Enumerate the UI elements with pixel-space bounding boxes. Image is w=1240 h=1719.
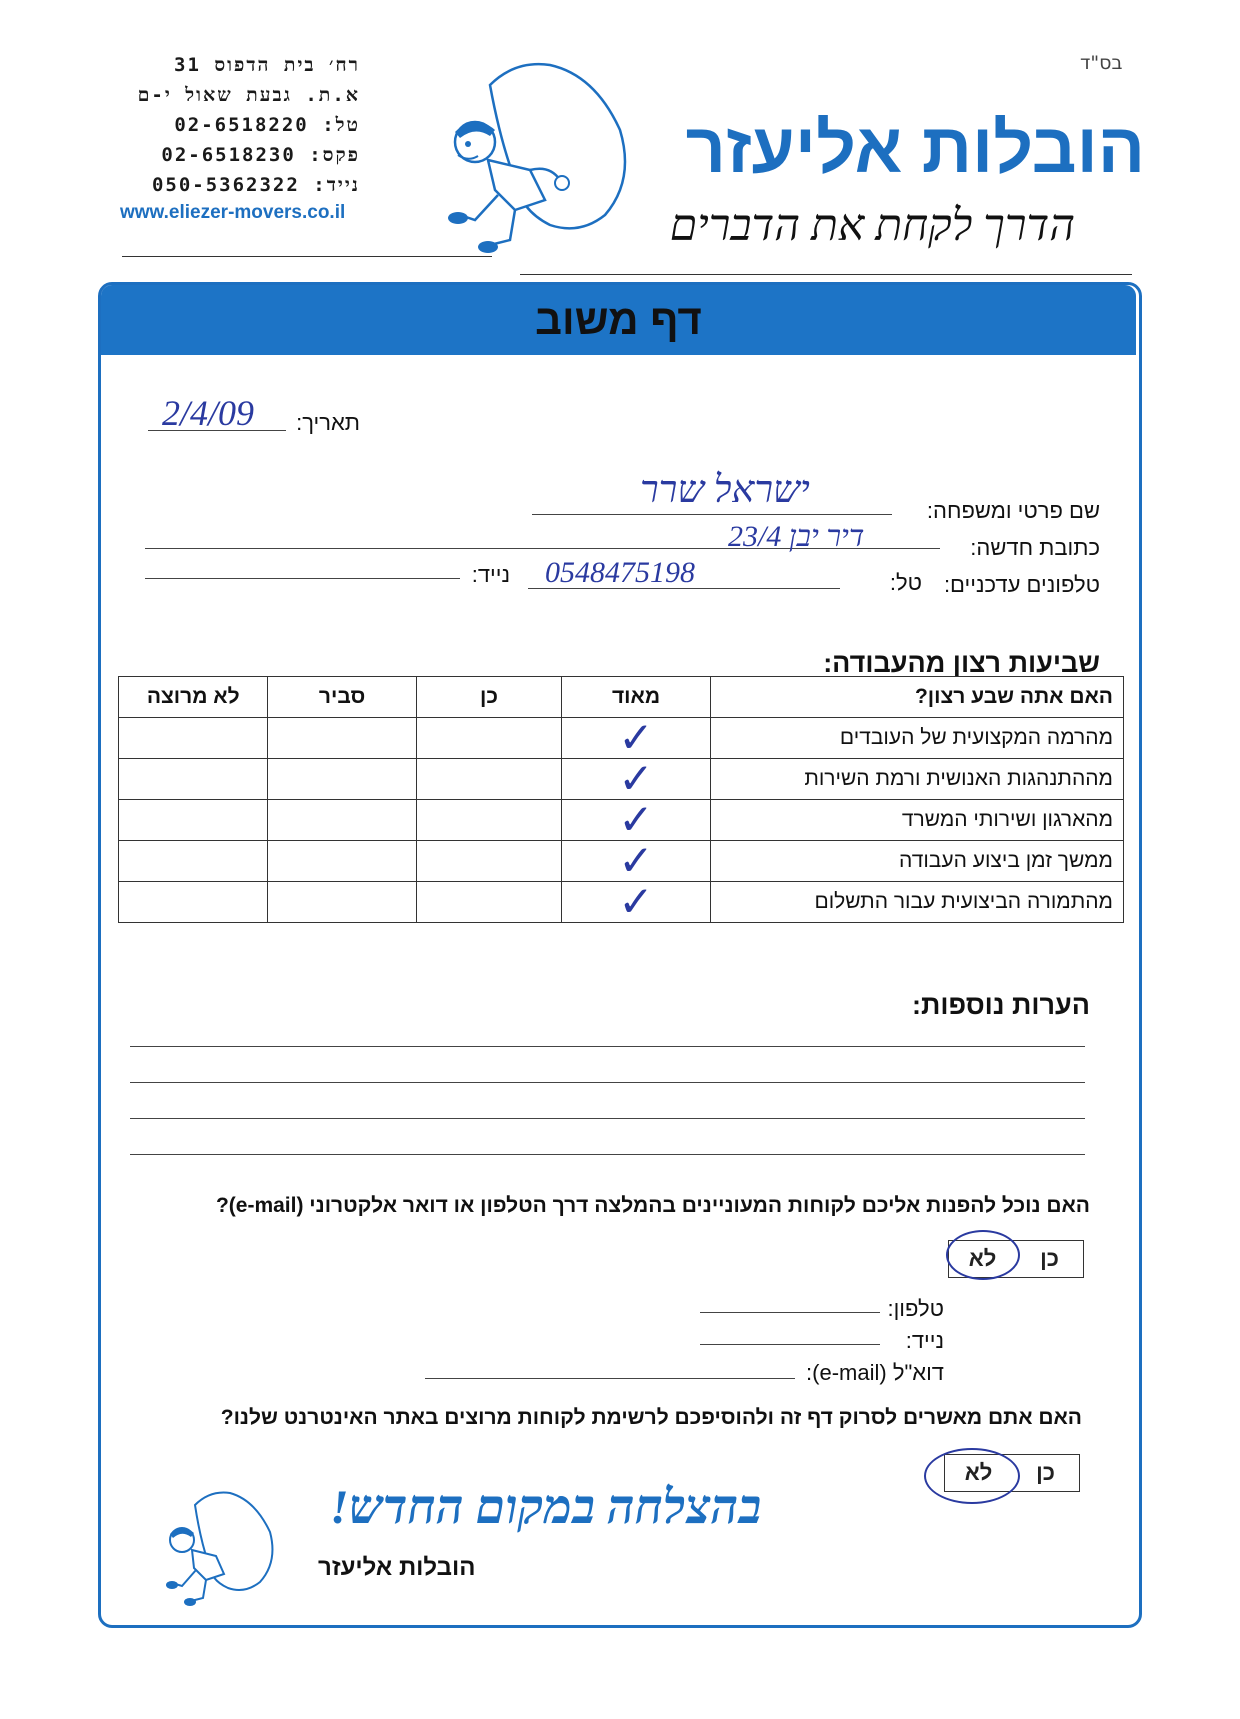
address-label: כתובת חדשה: — [970, 535, 1100, 560]
cell-not-satisfied[interactable] — [119, 841, 268, 882]
cell-yes[interactable] — [416, 841, 562, 882]
referral-no-option[interactable]: לא — [968, 1246, 997, 1271]
address-value[interactable]: דיר יבן 23/4 — [728, 520, 865, 553]
name-label: שם פרטי ומשפחה: — [926, 498, 1100, 523]
cell-ok[interactable] — [268, 759, 416, 800]
referral-phone-label: טלפון: — [887, 1296, 944, 1321]
date-value[interactable]: 2/4/09 — [162, 393, 255, 433]
column-not-satisfied: לא מרוצה — [119, 677, 268, 718]
cell-yes[interactable] — [416, 800, 562, 841]
consent-question: האם אתם מאשרים לסרוק דף זה ולהוסיפכם לרשימת לקוחות מרוצים באתר האינטרנט שלנו? — [220, 1406, 1082, 1429]
cell-very[interactable] — [562, 877, 710, 926]
consent-yes-circle — [924, 1448, 1020, 1504]
table-row — [119, 759, 1124, 800]
referral-email-line[interactable] — [425, 1378, 795, 1379]
cell-ok[interactable] — [268, 882, 416, 923]
footer-brand-name: הובלות אליעזר — [318, 1554, 476, 1581]
header-divider-right — [520, 274, 1132, 275]
cell-very[interactable] — [562, 795, 710, 844]
satisfaction-table — [118, 676, 1124, 926]
contact-phone: טל: 02-6518220 — [174, 114, 360, 136]
cell-yes[interactable] — [416, 882, 562, 923]
checkmark-icon: ✓ — [618, 877, 654, 926]
cell-ok[interactable] — [268, 718, 416, 759]
cell-not-satisfied[interactable] — [119, 800, 268, 841]
row-label: ממשך זמן ביצוע העבודה — [710, 841, 1123, 882]
date-label: תאריך: — [296, 410, 360, 435]
contact-mobile: נייד: 050-5362322 — [151, 174, 360, 196]
contact-block — [120, 50, 360, 224]
column-ok: סביר — [268, 677, 416, 718]
table-row — [119, 718, 1124, 759]
form-title: דף משוב — [101, 285, 1136, 355]
brand-tagline: הדרך לקחת את הדברים — [669, 201, 1075, 250]
cell-very[interactable] — [562, 754, 710, 803]
goodluck-message: בהצלחה במקום החדש! — [330, 1481, 762, 1534]
table-header-row — [119, 677, 1124, 718]
cell-not-satisfied[interactable] — [119, 759, 268, 800]
referral-yes-circle — [946, 1230, 1020, 1280]
cell-not-satisfied[interactable] — [119, 718, 268, 759]
checkmark-icon: ✓ — [618, 754, 654, 803]
table-row — [119, 841, 1124, 882]
cell-not-satisfied[interactable] — [119, 882, 268, 923]
header-divider-left — [122, 256, 492, 257]
notes-line-1[interactable] — [130, 1046, 1085, 1047]
referral-phone-line[interactable] — [700, 1312, 880, 1313]
notes-line-2[interactable] — [130, 1082, 1085, 1083]
cell-very[interactable] — [562, 713, 710, 762]
column-yes: כן — [416, 677, 562, 718]
consent-no-option[interactable]: לא — [964, 1460, 993, 1485]
row-label: מהרמה המקצועית של העובדים — [710, 718, 1123, 759]
mobile-value[interactable]: 0548475198 — [545, 556, 695, 589]
notes-line-3[interactable] — [130, 1118, 1085, 1119]
name-line — [532, 514, 892, 515]
contact-fax: פקס: 02-6518230 — [161, 144, 360, 166]
footer-mascot-icon — [150, 1490, 290, 1610]
row-label: מהארגון ושירותי המשרד — [710, 800, 1123, 841]
mover-mascot-icon — [420, 60, 660, 260]
row-label: מהתמורה הביצועית עבור התשלום — [710, 882, 1123, 923]
name-value[interactable]: ישראל שרר — [640, 469, 810, 511]
checkmark-icon: ✓ — [618, 795, 654, 844]
notes-title: הערות נוספות: — [911, 990, 1090, 1020]
checkmark-icon: ✓ — [618, 836, 654, 885]
cell-yes[interactable] — [416, 718, 562, 759]
table-row — [119, 882, 1124, 923]
tel-label: טל: — [889, 570, 922, 595]
website-link[interactable]: www.eliezer-movers.co.il — [120, 202, 346, 223]
consent-yes-option[interactable]: כן — [1036, 1460, 1055, 1485]
checkmark-icon: ✓ — [618, 713, 654, 762]
cell-ok[interactable] — [268, 841, 416, 882]
referral-question: האם נוכל להפנות אליכם לקוחות המעוניינים בהמלצה דרך הטלפון או דואר אלקטרוני (e-mail)? — [215, 1194, 1090, 1217]
row-label: מההתנהגות האנושית ורמת השירות — [710, 759, 1123, 800]
brand-name: הובלות אליעזר — [685, 109, 1145, 187]
column-very: מאוד — [562, 677, 710, 718]
mobile-line — [145, 578, 460, 579]
bsd-mark: בס"ד — [1080, 52, 1123, 74]
cell-yes[interactable] — [416, 759, 562, 800]
referral-mobile-line[interactable] — [700, 1344, 880, 1345]
cell-ok[interactable] — [268, 800, 416, 841]
referral-yes-option[interactable]: כן — [1040, 1246, 1059, 1271]
phones-label: טלפונים עדכניים: — [943, 572, 1100, 597]
cell-very[interactable] — [562, 836, 710, 885]
notes-line-4[interactable] — [130, 1154, 1085, 1155]
contact-area: א.ת. גבעת שאול י-ם — [137, 84, 360, 106]
table-row — [119, 800, 1124, 841]
mobile-label: נייד: — [471, 562, 510, 587]
referral-mobile-label: נייד: — [905, 1328, 944, 1353]
question-header: האם אתה שבע רצון? — [710, 677, 1123, 718]
contact-street: רח׳ בית הדפוס 31 — [174, 54, 360, 76]
satisfaction-title: שביעות רצון מהעבודה: — [823, 648, 1100, 678]
referral-email-label: דוא"ל (e-mail): — [806, 1360, 944, 1385]
